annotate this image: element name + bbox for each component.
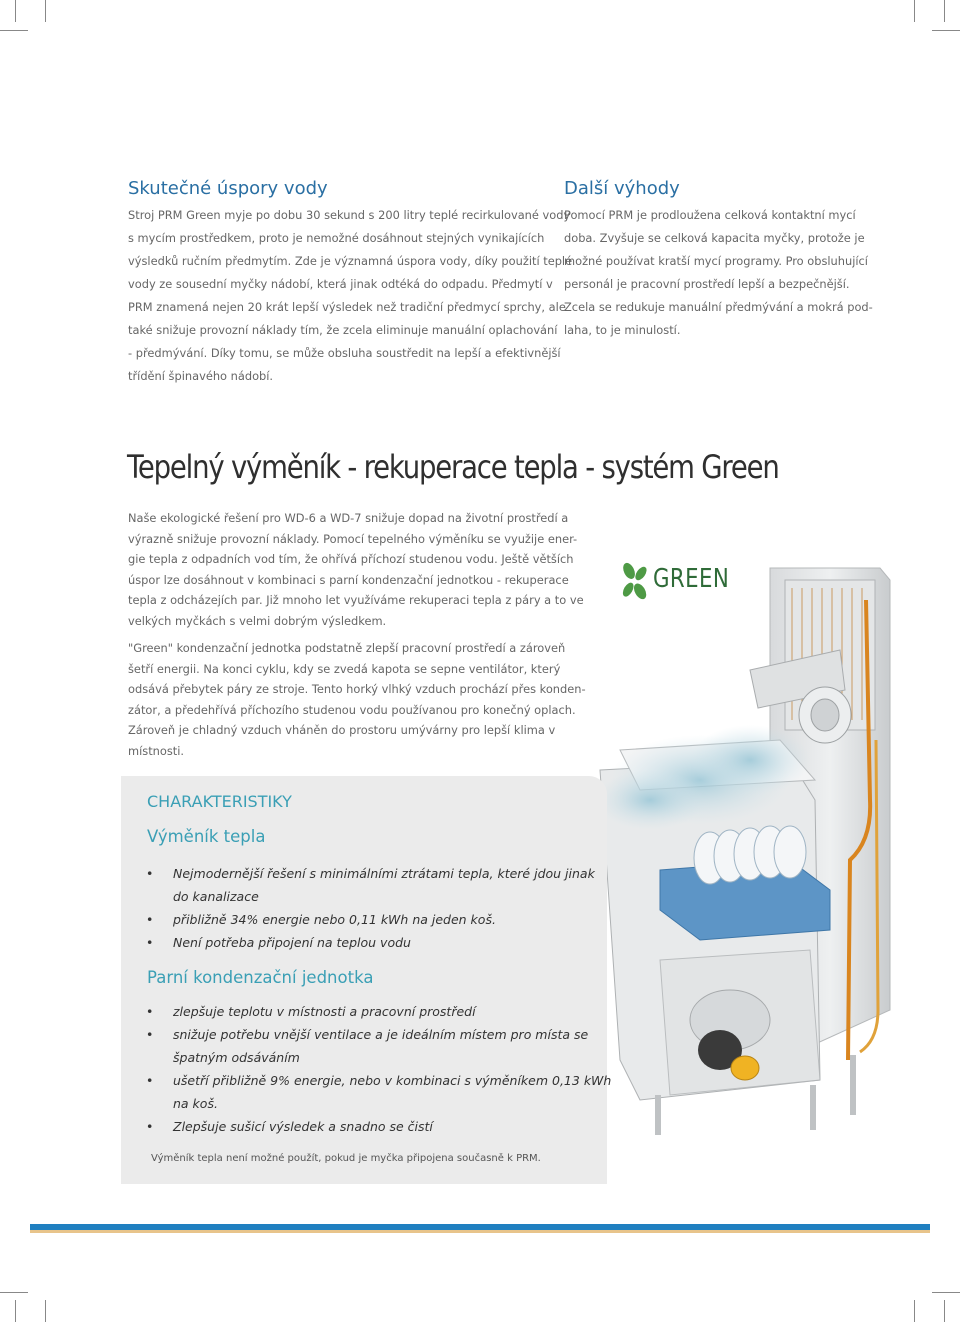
text-line: vody ze sousední myčky nádobí, která jinak odtéká do odpadu. Předmytí v bbox=[128, 277, 553, 291]
crop-mark bbox=[932, 30, 960, 31]
bullet-icon: • bbox=[146, 1119, 154, 1134]
condensing-unit-list bbox=[146, 1000, 611, 1138]
text-line: místnosti. bbox=[128, 743, 185, 758]
green-leaf-icon bbox=[618, 559, 652, 605]
text-line: Zároveň je chladný vzduch vháněn do prostoru umývárny pro lepší klima v bbox=[128, 723, 556, 737]
crop-mark bbox=[15, 0, 16, 22]
list-item-text: Není potřeba připojení na teplou vodu bbox=[173, 935, 411, 950]
text-line: úspor lze dosáhnout v kombinaci s parní kondenzační jednotkou - rekuperace bbox=[128, 572, 569, 587]
text-line: doba. Zvyšuje se celková kapacita myčky, protože je bbox=[564, 231, 865, 245]
bullet-icon: • bbox=[146, 1004, 154, 1019]
text-line: třídění špinavého nádobí. bbox=[128, 369, 274, 383]
heat-exchanger-heading: Výměník tepla bbox=[147, 827, 266, 846]
text-line: Stroj PRM Green myje po dobu 30 sekund s 200 litry teplé recirkulované vody bbox=[128, 208, 571, 222]
savings-paragraph bbox=[128, 204, 572, 388]
text-line: šetří energii. Na konci cyklu, kdy se zvedá kapota se sepne ventilátor, který bbox=[128, 661, 561, 676]
dishwasher-illustration bbox=[580, 540, 960, 1140]
characteristics-title: CHARAKTERISTIKY bbox=[147, 792, 292, 811]
text-line: s mycím prostředkem, proto je nemožné dosáhnout stejných vynikajících bbox=[128, 231, 545, 245]
bullet-icon: • bbox=[146, 912, 154, 927]
heat-exchanger-list bbox=[146, 862, 595, 954]
crop-mark bbox=[932, 1292, 960, 1293]
text-line: PRM znamená nejen 20 krát lepší výsledek než tradiční předmycí sprchy, ale bbox=[128, 300, 566, 314]
crop-mark bbox=[45, 1300, 46, 1322]
page-title: Tepelný výměník - rekuperace tepla - systém Green bbox=[127, 448, 779, 486]
crop-mark bbox=[45, 0, 46, 22]
bullet-icon: • bbox=[146, 1027, 154, 1042]
condensing-unit-heading: Parní kondenzační jednotka bbox=[147, 968, 374, 987]
crop-mark bbox=[944, 0, 945, 22]
list-item-text: ušetří přibližně 9% energie, nebo v kombinaci s výměníkem 0,13 kWh bbox=[173, 1073, 612, 1088]
text-line: - předmývání. Díky tomu, se může obsluha soustředit na lepší a efektivnější bbox=[128, 346, 561, 360]
list-item-text: na koš. bbox=[173, 1096, 218, 1111]
intro-paragraph-2 bbox=[128, 638, 586, 761]
list-item-text: do kanalizace bbox=[173, 889, 259, 904]
list-item-text: zlepšuje teplotu v místnosti a pracovní prostředí bbox=[173, 1004, 476, 1019]
text-line: tepla z odcházejích par. Již mnoho let využíváme rekuperaci tepla z páry a to ve bbox=[128, 593, 584, 607]
text-line: Zcela se redukuje manuální předmývání a mokrá pod- bbox=[564, 300, 873, 314]
list-item-text: špatným odsáváním bbox=[173, 1050, 300, 1065]
text-line: personál je pracovní prostředí lepší a bezpečnější. bbox=[564, 277, 850, 291]
list-item bbox=[146, 1069, 611, 1115]
crop-mark bbox=[0, 30, 28, 31]
text-line: Pomocí PRM je prodloužena celková kontaktní mycí bbox=[564, 208, 856, 222]
green-logo-text: GREEN bbox=[653, 564, 730, 594]
list-item bbox=[146, 931, 595, 954]
crop-mark bbox=[944, 1300, 945, 1322]
text-line: Naše ekologické řešení pro WD-6 a WD-7 snižuje dopad na životní prostředí a bbox=[128, 511, 569, 525]
list-item-text: snižuje potřebu vnější ventilace a je ideálním místem pro místa se bbox=[173, 1027, 589, 1042]
crop-mark bbox=[914, 0, 915, 22]
list-item-text: přibližně 34% energie nebo 0,11 kWh na jeden koš. bbox=[173, 912, 496, 927]
footer-rule-gold bbox=[30, 1230, 930, 1233]
text-line: "Green" kondenzační jednotka podstatně zlepší pracovní prostředí a zároveň bbox=[128, 641, 566, 655]
benefits-heading: Další výhody bbox=[564, 178, 680, 199]
text-line: možné používat kratší mycí programy. Pro obsluhující bbox=[564, 254, 868, 268]
list-item bbox=[146, 1115, 611, 1138]
crop-mark bbox=[914, 1300, 915, 1322]
text-line: odsává přebytek páry ze stroje. Tento horký vlhký vzduch prochází přes konden- bbox=[128, 682, 586, 696]
crop-mark bbox=[0, 1292, 28, 1293]
text-line: velkých myčkách s velmi dobrým výsledkem. bbox=[128, 613, 387, 628]
list-item bbox=[146, 908, 595, 931]
bullet-icon: • bbox=[146, 935, 154, 950]
text-line: zátor, a předehřívá příchozího studenou vodu používanou pro konečný oplach. bbox=[128, 702, 576, 717]
text-line: výsledků ručním předmytím. Zde je významná úspora vody, díky použití teplé bbox=[128, 254, 573, 268]
savings-heading: Skutečné úspory vody bbox=[128, 178, 328, 199]
text-line: výrazně snižuje provozní náklady. Pomocí tepelného výměníku se využije ener- bbox=[128, 531, 578, 546]
footnote: Výměník tepla není možné použít, pokud je myčka připojena současně k PRM. bbox=[151, 1153, 541, 1164]
text-line: gie tepla z odpadních vod tím, že ohřívá příchozí studenou vodu. Ještě větších bbox=[128, 552, 574, 566]
benefits-paragraph bbox=[564, 204, 873, 342]
crop-mark bbox=[15, 1300, 16, 1322]
bullet-icon: • bbox=[146, 1073, 154, 1088]
list-item-text: Zlepšuje sušicí výsledek a snadno se čistí bbox=[173, 1119, 433, 1134]
list-item-text: Nejmodernější řešení s minimálními ztrátami tepla, které jdou jinak bbox=[173, 866, 595, 881]
list-item bbox=[146, 862, 595, 908]
text-line: také snižuje provozní náklady tím, že zcela eliminuje manuální oplachování bbox=[128, 323, 558, 337]
list-item bbox=[146, 1023, 611, 1069]
intro-paragraph-1 bbox=[128, 508, 584, 631]
text-line: laha, to je minulostí. bbox=[564, 323, 681, 337]
bullet-icon: • bbox=[146, 866, 154, 881]
list-item bbox=[146, 1000, 611, 1023]
